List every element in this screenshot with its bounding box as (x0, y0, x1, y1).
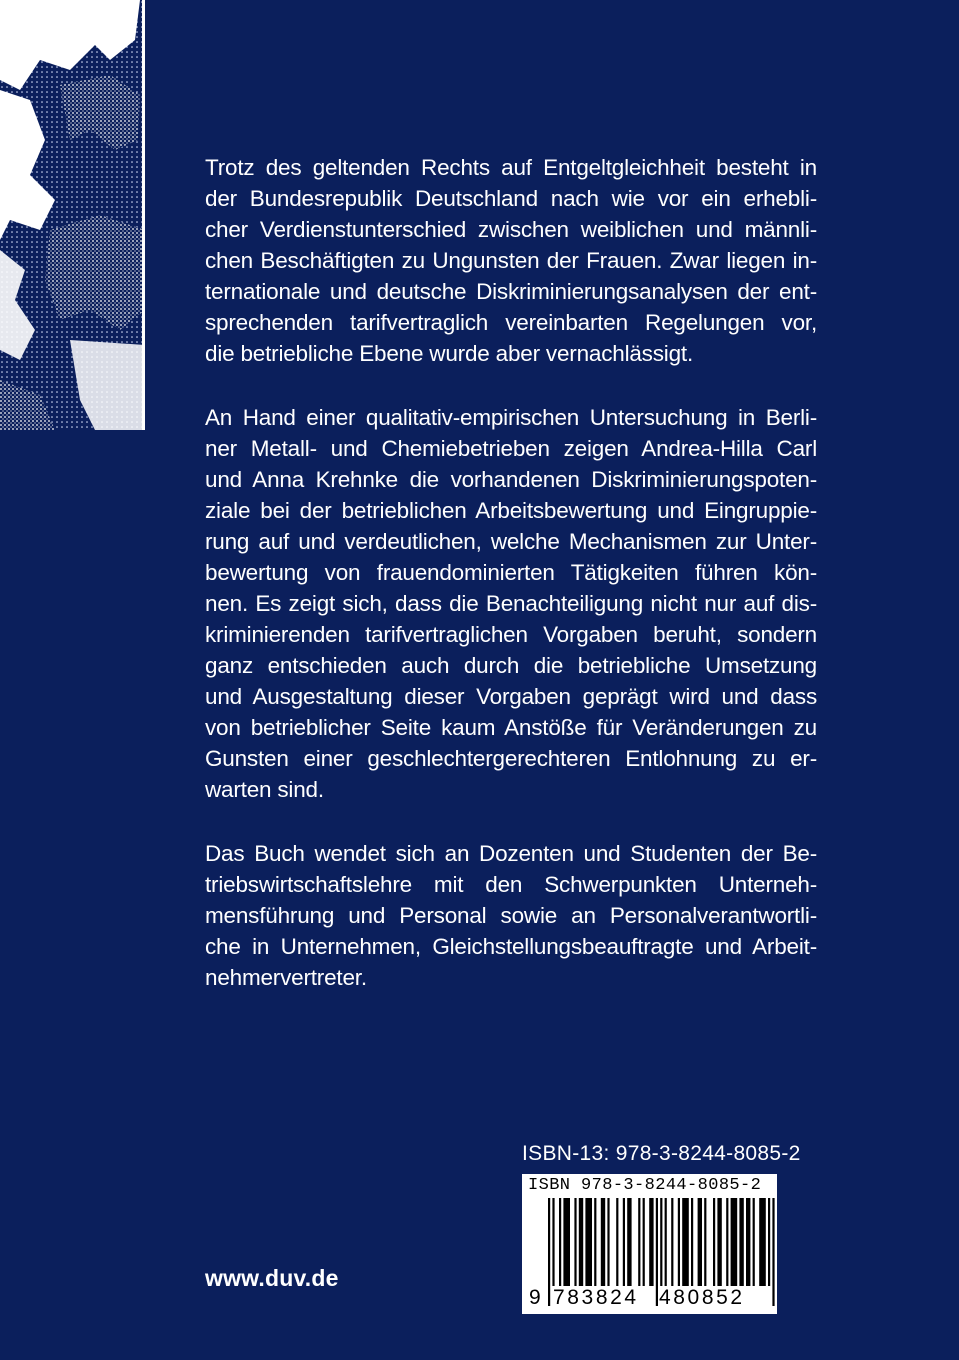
blurb-line: che in Unternehmen, Gleichstellungsbeauftragte und Arbeit- (205, 934, 817, 959)
blurb-line: ternationale und deutsche Diskriminierungsanalysen der ent- (205, 279, 817, 304)
blurb-line: ganz entschieden auch durch die betriebliche Umsetzung (205, 653, 817, 678)
barcode-bar (772, 1198, 774, 1306)
barcode-bar (559, 1198, 561, 1286)
barcode-bar (638, 1198, 640, 1286)
blurb-line: Gunsten einer geschlechtergerechteren Entlohnung zu er- (205, 746, 817, 771)
blurb-line: und Anna Krehnke die vorhandenen Diskriminierungspoten- (205, 467, 817, 492)
barcode-bar (768, 1198, 770, 1286)
barcode-bar (691, 1198, 693, 1286)
blurb-paragraph-3 (205, 838, 817, 993)
barcode-bar (585, 1198, 592, 1286)
blurb-line: cher Verdienstunterschied zwischen weiblichen und männli- (205, 217, 817, 242)
blurb-line: ner Metall- und Chemiebetrieben zeigen Andrea-Hilla Carl (205, 436, 817, 461)
blurb-line: Das Buch wendet sich an Dozenten und Studenten der Be- (205, 841, 817, 866)
barcode-bar (574, 1198, 576, 1286)
barcode-digit-first: 9 (529, 1286, 541, 1309)
barcode-bar (649, 1198, 653, 1286)
cover-artwork-fragment (0, 0, 145, 430)
blurb-line: ziale bei der betrieblichen Arbeitsbewertung und Eingruppie- (205, 498, 817, 523)
blurb-line: mensführung und Personal sowie an Personalverantwortli- (205, 903, 817, 928)
blurb-line: rung auf und verdeutlichen, welche Mechanismen zur Unter- (205, 529, 817, 554)
barcode-bar (607, 1198, 609, 1286)
barcode-bar (623, 1198, 625, 1286)
barcode-bar (678, 1198, 680, 1286)
back-cover-blurb (205, 152, 817, 1026)
barcode-bar (627, 1198, 631, 1286)
blurb-line: An Hand einer qualitativ-empirischen Untersuchung in Berli- (205, 405, 817, 430)
blurb-line: und Ausgestaltung dieser Vorgaben geprägt wird und dass (205, 684, 817, 709)
blurb-line: von betrieblicher Seite kaum Anstöße für Veränderungen zu (205, 715, 817, 740)
barcode-bar (601, 1198, 605, 1286)
barcode-bar (563, 1198, 570, 1286)
barcode-digits-right: 480852 (659, 1286, 745, 1309)
barcode-bar (746, 1198, 750, 1286)
isbn-barcode (522, 1174, 777, 1314)
barcode-bar (579, 1198, 583, 1286)
barcode-bar (548, 1198, 550, 1306)
barcode-bar (671, 1198, 673, 1286)
barcode-bar (698, 1198, 702, 1286)
barcode-bar (643, 1198, 645, 1286)
barcode-bar (665, 1198, 667, 1286)
blurb-line: bewertung von frauendominierten Tätigkeiten führen kön- (205, 560, 817, 585)
blurb-line: nehmervertreter. (205, 965, 367, 990)
blurb-line: Trotz des geltenden Rechts auf Entgeltgleichheit besteht in (205, 155, 817, 180)
barcode-digits-left: 783824 (553, 1286, 639, 1309)
barcode-bar (594, 1198, 596, 1286)
barcode-isbn-text: ISBN 978-3-8244-8085-2 (528, 1176, 762, 1195)
barcode-bar (713, 1198, 715, 1286)
barcode-bar (616, 1198, 618, 1286)
barcode-bar (759, 1198, 766, 1286)
isbn-label: ISBN-13: 978-3-8244-8085-2 (522, 1142, 801, 1165)
barcode-bar (726, 1198, 728, 1286)
barcode-bar (682, 1198, 689, 1286)
blurb-paragraph-2 (205, 402, 817, 805)
barcode-bar (739, 1198, 743, 1286)
barcode-bar (753, 1198, 755, 1286)
blurb-line: die betriebliche Ebene wurde aber vernachlässigt. (205, 341, 694, 366)
blurb-line: warten sind. (205, 777, 324, 802)
barcode-bar (731, 1198, 738, 1286)
blurb-line: sprechenden tarifvertraglich vereinbarten Regelungen vor, (205, 310, 817, 335)
blurb-line: der Bundesrepublik Deutschland nach wie vor ein erhebli- (205, 186, 817, 211)
blurb-line: chen Beschäftigten zu Ungunsten der Frauen. Zwar liegen in- (205, 248, 817, 273)
barcode-bar (717, 1198, 721, 1286)
barcode-bar (704, 1198, 706, 1286)
publisher-website: www.duv.de (205, 1265, 339, 1291)
blurb-line: triebswirtschaftslehre mit den Schwerpunkten Unterneh- (205, 872, 817, 897)
blurb-line: kriminierenden tarifvertraglichen Vorgaben beruht, sondern (205, 622, 817, 647)
blurb-line: nen. Es zeigt sich, dass die Benachteiligung nicht nur auf dis- (205, 591, 817, 616)
blurb-paragraph-1 (205, 152, 817, 369)
